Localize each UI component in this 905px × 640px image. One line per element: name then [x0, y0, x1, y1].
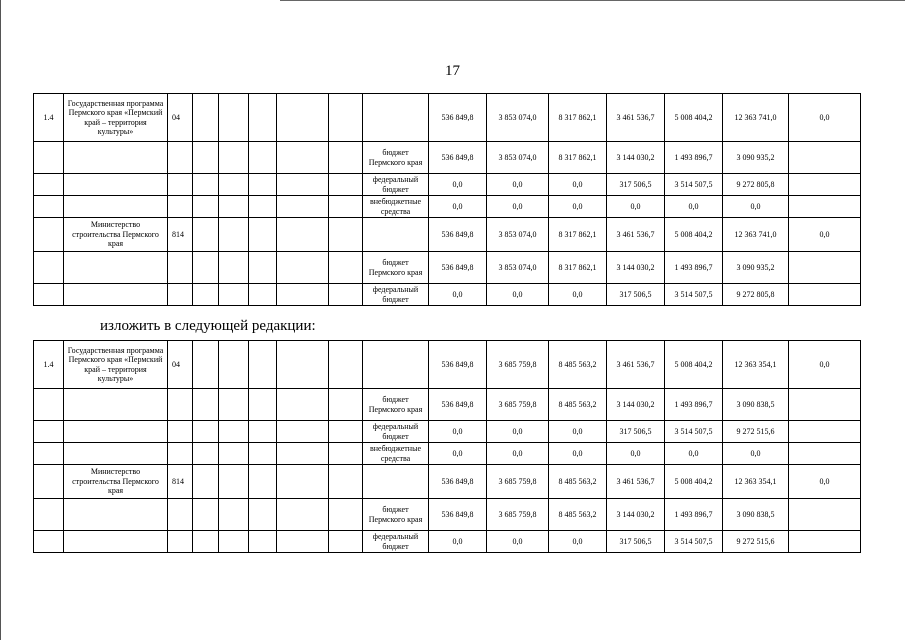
empty-cell [329, 284, 363, 306]
value-cell: 0,0 [607, 443, 665, 465]
empty-cell [249, 443, 277, 465]
value-cell: 0,0 [789, 341, 861, 389]
empty-cell [219, 341, 249, 389]
funding-source-cell: бюджет Пермского края [363, 142, 429, 174]
value-cell [789, 252, 861, 284]
table-row [34, 252, 861, 284]
value-cell: 0,0 [723, 443, 789, 465]
table-row [34, 499, 861, 531]
value-cell [789, 421, 861, 443]
table-row [34, 94, 861, 142]
value-cell: 3 685 759,8 [487, 389, 549, 421]
old-budget-table [33, 93, 861, 306]
value-cell: 0,0 [549, 174, 607, 196]
value-cell: 0,0 [549, 196, 607, 218]
value-cell: 0,0 [487, 531, 549, 553]
new-budget-table [33, 340, 861, 553]
value-cell: 3 514 507,5 [665, 174, 723, 196]
value-cell: 12 363 354,1 [723, 341, 789, 389]
value-cell: 3 461 536,7 [607, 341, 665, 389]
table-row [34, 218, 861, 252]
empty-cell [193, 142, 219, 174]
value-cell: 3 514 507,5 [665, 421, 723, 443]
row-number-cell: 1.4 [34, 341, 64, 389]
empty-cell [219, 443, 249, 465]
value-cell: 536 849,8 [429, 341, 487, 389]
empty-cell [249, 284, 277, 306]
empty-cell [277, 443, 329, 465]
empty-cell [219, 531, 249, 553]
value-cell [789, 443, 861, 465]
value-cell: 3 461 536,7 [607, 218, 665, 252]
empty-cell [249, 142, 277, 174]
row-name-cell: Министерство строительства Пермского края [64, 465, 168, 499]
empty-cell [219, 218, 249, 252]
value-cell: 536 849,8 [429, 499, 487, 531]
intro-text: изложить в следующей редакции: [100, 318, 316, 334]
empty-cell [219, 465, 249, 499]
empty-cell [249, 94, 277, 142]
value-cell: 3 853 074,0 [487, 142, 549, 174]
empty-cell [277, 465, 329, 499]
value-cell: 3 853 074,0 [487, 218, 549, 252]
value-cell: 317 506,5 [607, 531, 665, 553]
value-cell: 3 144 030,2 [607, 499, 665, 531]
row-name-cell [64, 196, 168, 218]
empty-cell [329, 531, 363, 553]
empty-cell [249, 389, 277, 421]
row-name-cell [64, 389, 168, 421]
row-code-cell [168, 499, 193, 531]
empty-cell [193, 252, 219, 284]
table-row [34, 443, 861, 465]
value-cell: 5 008 404,2 [665, 465, 723, 499]
empty-cell [329, 252, 363, 284]
value-cell: 0,0 [549, 531, 607, 553]
empty-cell [193, 284, 219, 306]
row-code-cell [168, 421, 193, 443]
empty-cell [277, 252, 329, 284]
empty-cell [193, 421, 219, 443]
value-cell: 536 849,8 [429, 389, 487, 421]
row-name-cell [64, 499, 168, 531]
value-cell: 12 363 741,0 [723, 94, 789, 142]
row-name-cell [64, 284, 168, 306]
empty-cell [277, 196, 329, 218]
row-number-cell [34, 142, 64, 174]
empty-cell [219, 284, 249, 306]
empty-cell [219, 174, 249, 196]
row-name-cell [64, 142, 168, 174]
empty-cell [219, 196, 249, 218]
value-cell: 0,0 [665, 443, 723, 465]
row-number-cell [34, 443, 64, 465]
funding-source-cell: бюджет Пермского края [363, 499, 429, 531]
row-name-cell [64, 443, 168, 465]
empty-cell [249, 252, 277, 284]
row-code-cell [168, 389, 193, 421]
empty-cell [329, 465, 363, 499]
funding-source-cell: внебюджетные средства [363, 196, 429, 218]
row-number-cell [34, 531, 64, 553]
empty-cell [193, 196, 219, 218]
empty-cell [219, 94, 249, 142]
value-cell: 3 461 536,7 [607, 465, 665, 499]
row-number-cell [34, 389, 64, 421]
empty-cell [249, 174, 277, 196]
value-cell: 8 485 563,2 [549, 389, 607, 421]
row-number-cell: 1.4 [34, 94, 64, 142]
value-cell: 0,0 [429, 443, 487, 465]
row-code-cell [168, 531, 193, 553]
value-cell: 3 514 507,5 [665, 531, 723, 553]
value-cell: 3 144 030,2 [607, 252, 665, 284]
empty-cell [277, 531, 329, 553]
row-code-cell: 814 [168, 465, 193, 499]
value-cell: 0,0 [789, 94, 861, 142]
value-cell: 5 008 404,2 [665, 94, 723, 142]
value-cell: 0,0 [723, 196, 789, 218]
funding-source-cell: федеральный бюджет [363, 284, 429, 306]
empty-cell [219, 389, 249, 421]
funding-source-cell: федеральный бюджет [363, 421, 429, 443]
empty-cell [193, 499, 219, 531]
row-code-cell [168, 174, 193, 196]
table-row [34, 531, 861, 553]
empty-cell [219, 142, 249, 174]
empty-cell [249, 531, 277, 553]
value-cell: 3 514 507,5 [665, 284, 723, 306]
row-code-cell [168, 443, 193, 465]
row-number-cell [34, 252, 64, 284]
value-cell [789, 531, 861, 553]
value-cell [789, 499, 861, 531]
row-code-cell: 04 [168, 341, 193, 389]
value-cell: 3 144 030,2 [607, 142, 665, 174]
value-cell [789, 142, 861, 174]
value-cell: 8 485 563,2 [549, 499, 607, 531]
empty-cell [329, 142, 363, 174]
funding-source-cell [363, 465, 429, 499]
value-cell: 3 144 030,2 [607, 389, 665, 421]
row-name-cell [64, 252, 168, 284]
empty-cell [277, 284, 329, 306]
value-cell: 8 485 563,2 [549, 465, 607, 499]
value-cell: 3 685 759,8 [487, 465, 549, 499]
value-cell: 8 485 563,2 [549, 341, 607, 389]
value-cell: 0,0 [487, 443, 549, 465]
value-cell [789, 196, 861, 218]
empty-cell [193, 531, 219, 553]
value-cell: 9 272 805,8 [723, 174, 789, 196]
empty-cell [193, 218, 219, 252]
value-cell [789, 389, 861, 421]
empty-cell [249, 196, 277, 218]
table-row [34, 389, 861, 421]
empty-cell [193, 174, 219, 196]
value-cell: 0,0 [487, 196, 549, 218]
funding-source-cell: федеральный бюджет [363, 174, 429, 196]
empty-cell [249, 499, 277, 531]
value-cell: 0,0 [429, 531, 487, 553]
row-name-cell [64, 531, 168, 553]
value-cell: 8 317 862,1 [549, 218, 607, 252]
table-row [34, 284, 861, 306]
empty-cell [277, 421, 329, 443]
value-cell: 3 090 838,5 [723, 389, 789, 421]
row-code-cell: 814 [168, 218, 193, 252]
page-left-edge [0, 0, 1, 640]
empty-cell [277, 94, 329, 142]
funding-source-cell: федеральный бюджет [363, 531, 429, 553]
value-cell: 0,0 [789, 218, 861, 252]
value-cell: 5 008 404,2 [665, 218, 723, 252]
empty-cell [329, 218, 363, 252]
value-cell: 3 090 838,5 [723, 499, 789, 531]
funding-source-cell: бюджет Пермского края [363, 252, 429, 284]
value-cell: 0,0 [429, 284, 487, 306]
empty-cell [329, 443, 363, 465]
value-cell: 317 506,5 [607, 421, 665, 443]
value-cell: 0,0 [429, 421, 487, 443]
value-cell [789, 284, 861, 306]
value-cell: 9 272 515,6 [723, 421, 789, 443]
empty-cell [249, 341, 277, 389]
value-cell: 0,0 [789, 465, 861, 499]
empty-cell [329, 499, 363, 531]
row-name-cell: Государственная программа Пермского края «Пермский край – территория культуры» [64, 94, 168, 142]
empty-cell [277, 218, 329, 252]
value-cell: 0,0 [549, 443, 607, 465]
value-cell: 9 272 805,8 [723, 284, 789, 306]
value-cell: 0,0 [429, 196, 487, 218]
value-cell: 3 685 759,8 [487, 499, 549, 531]
table-row [34, 174, 861, 196]
row-code-cell [168, 196, 193, 218]
empty-cell [249, 465, 277, 499]
table-row [34, 421, 861, 443]
row-number-cell [34, 421, 64, 443]
value-cell: 536 849,8 [429, 465, 487, 499]
value-cell: 0,0 [665, 196, 723, 218]
empty-cell [329, 94, 363, 142]
row-name-cell [64, 174, 168, 196]
empty-cell [277, 341, 329, 389]
funding-source-cell: бюджет Пермского края [363, 389, 429, 421]
empty-cell [277, 174, 329, 196]
value-cell: 8 317 862,1 [549, 142, 607, 174]
value-cell: 317 506,5 [607, 284, 665, 306]
empty-cell [193, 389, 219, 421]
value-cell: 1 493 896,7 [665, 499, 723, 531]
row-code-cell [168, 142, 193, 174]
value-cell: 536 849,8 [429, 252, 487, 284]
table-row [34, 142, 861, 174]
table-row [34, 341, 861, 389]
row-number-cell [34, 499, 64, 531]
value-cell: 0,0 [549, 284, 607, 306]
funding-source-cell [363, 341, 429, 389]
empty-cell [193, 465, 219, 499]
row-number-cell [34, 196, 64, 218]
row-number-cell [34, 174, 64, 196]
row-number-cell [34, 284, 64, 306]
empty-cell [329, 174, 363, 196]
value-cell: 1 493 896,7 [665, 142, 723, 174]
value-cell: 12 363 741,0 [723, 218, 789, 252]
page-top-edge [280, 0, 905, 1]
value-cell: 3 461 536,7 [607, 94, 665, 142]
row-number-cell [34, 465, 64, 499]
value-cell: 536 849,8 [429, 142, 487, 174]
value-cell: 0,0 [487, 421, 549, 443]
value-cell [789, 174, 861, 196]
value-cell: 536 849,8 [429, 94, 487, 142]
value-cell: 0,0 [607, 196, 665, 218]
value-cell: 9 272 515,6 [723, 531, 789, 553]
empty-cell [193, 94, 219, 142]
empty-cell [249, 218, 277, 252]
empty-cell [277, 499, 329, 531]
value-cell: 0,0 [487, 284, 549, 306]
row-code-cell: 04 [168, 94, 193, 142]
empty-cell [329, 421, 363, 443]
value-cell: 1 493 896,7 [665, 252, 723, 284]
value-cell: 3 685 759,8 [487, 341, 549, 389]
value-cell: 1 493 896,7 [665, 389, 723, 421]
funding-source-cell [363, 218, 429, 252]
empty-cell [277, 142, 329, 174]
value-cell: 3 853 074,0 [487, 94, 549, 142]
empty-cell [219, 499, 249, 531]
row-code-cell [168, 284, 193, 306]
value-cell: 12 363 354,1 [723, 465, 789, 499]
value-cell: 8 317 862,1 [549, 94, 607, 142]
empty-cell [329, 196, 363, 218]
empty-cell [277, 389, 329, 421]
empty-cell [329, 389, 363, 421]
value-cell: 8 317 862,1 [549, 252, 607, 284]
empty-cell [193, 341, 219, 389]
empty-cell [219, 421, 249, 443]
row-number-cell [34, 218, 64, 252]
row-name-cell [64, 421, 168, 443]
table-row [34, 465, 861, 499]
value-cell: 3 090 935,2 [723, 252, 789, 284]
value-cell: 0,0 [487, 174, 549, 196]
empty-cell [193, 443, 219, 465]
value-cell: 3 090 935,2 [723, 142, 789, 174]
value-cell: 0,0 [429, 174, 487, 196]
value-cell: 0,0 [549, 421, 607, 443]
row-name-cell: Государственная программа Пермского края «Пермский край – территория культуры» [64, 341, 168, 389]
page-number: 17 [445, 63, 460, 79]
row-name-cell: Министерство строительства Пермского края [64, 218, 168, 252]
empty-cell [329, 341, 363, 389]
table-row [34, 196, 861, 218]
empty-cell [249, 421, 277, 443]
funding-source-cell: внебюджетные средства [363, 443, 429, 465]
funding-source-cell [363, 94, 429, 142]
value-cell: 5 008 404,2 [665, 341, 723, 389]
value-cell: 317 506,5 [607, 174, 665, 196]
value-cell: 536 849,8 [429, 218, 487, 252]
empty-cell [219, 252, 249, 284]
row-code-cell [168, 252, 193, 284]
value-cell: 3 853 074,0 [487, 252, 549, 284]
